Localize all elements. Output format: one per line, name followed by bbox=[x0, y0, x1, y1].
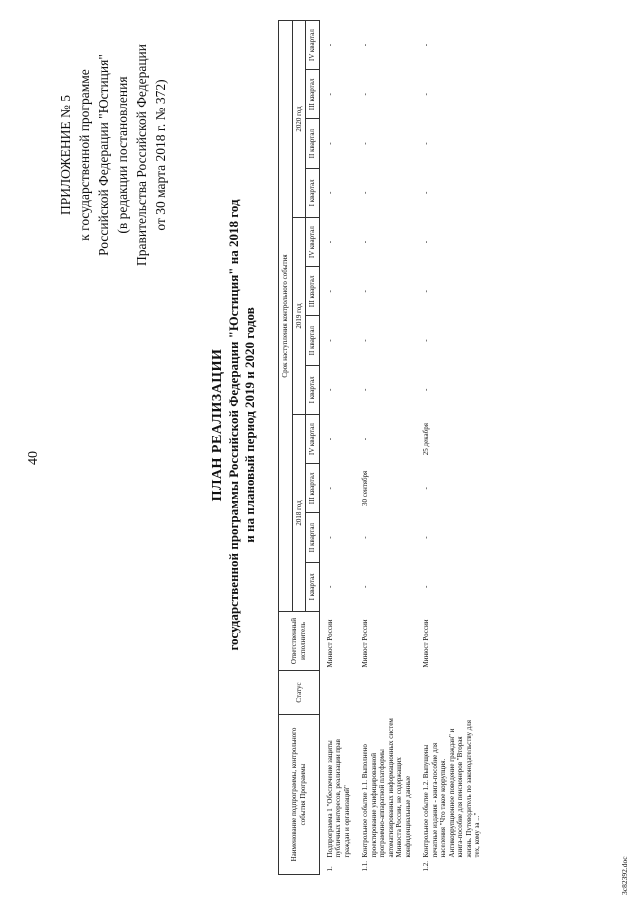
quarter-cell: - bbox=[325, 240, 334, 244]
quarter-cell: - bbox=[422, 536, 430, 539]
row-status bbox=[355, 671, 416, 715]
header-quarter: II квартал bbox=[306, 119, 320, 168]
quarter-cell: - bbox=[325, 388, 334, 392]
quarter-cell: - bbox=[422, 388, 430, 392]
quarter-cell: 25 декабря bbox=[422, 423, 430, 456]
quarter-cell: - bbox=[361, 437, 369, 441]
quarter-cell: - bbox=[422, 191, 430, 195]
header-quarter: IV квартал bbox=[306, 21, 320, 70]
quarter-cell: - bbox=[325, 290, 334, 293]
row-executor: Минюст России bbox=[422, 619, 430, 668]
quarter-cell: - bbox=[325, 487, 334, 490]
quarter-cell: - bbox=[361, 585, 369, 589]
header-name: Наименование подпрограммы, контрольного события Программы bbox=[279, 715, 320, 875]
table-row bbox=[355, 21, 416, 875]
quarter-cell: - bbox=[422, 487, 430, 490]
quarter-cell: - bbox=[422, 43, 430, 47]
row-executor: Минюст России bbox=[325, 619, 334, 668]
quarter-cell: - bbox=[325, 93, 334, 96]
quarter-cell: - bbox=[422, 290, 430, 293]
header-year-2019: 2019 год bbox=[292, 218, 306, 415]
header-quarter: III квартал bbox=[306, 267, 320, 316]
appendix-block bbox=[56, 25, 170, 285]
quarter-cell: - bbox=[361, 43, 369, 47]
quarter-cell: - bbox=[422, 142, 430, 145]
quarter-cell: - bbox=[361, 388, 369, 392]
title-line-1: ПЛАН РЕАЛИЗАЦИИ bbox=[210, 348, 225, 502]
table-row bbox=[319, 21, 355, 875]
header-year-2020: 2020 год bbox=[292, 21, 306, 218]
quarter-cell: - bbox=[361, 93, 369, 96]
header-quarter: III квартал bbox=[306, 70, 320, 119]
quarter-cell: - bbox=[361, 191, 369, 195]
row-status bbox=[319, 671, 355, 715]
plan-table bbox=[278, 20, 486, 875]
quarter-cell: - bbox=[361, 240, 369, 244]
header-quarter: I квартал bbox=[306, 562, 320, 611]
row-executor: Минюст России bbox=[361, 619, 369, 668]
title-line-3: и на плановый период 2019 и 2020 годов bbox=[242, 307, 257, 543]
document-title bbox=[210, 145, 258, 705]
quarter-cell: - bbox=[422, 240, 430, 244]
header-quarter: IV квартал bbox=[306, 415, 320, 464]
quarter-cell: - bbox=[361, 290, 369, 293]
appendix-line: к государственной программе bbox=[77, 69, 92, 241]
header-quarter: II квартал bbox=[306, 316, 320, 365]
quarter-cell: - bbox=[325, 585, 334, 589]
header-deadline: Срок наступления контрольного события bbox=[279, 21, 293, 612]
row-status bbox=[416, 671, 486, 715]
appendix-line: от 30 марта 2018 г. № 372) bbox=[153, 79, 168, 231]
title-line-2: государственной программы Российской Федерации "Юстиция" на 2018 год bbox=[226, 199, 241, 651]
header-status: Статус bbox=[279, 671, 320, 715]
quarter-cell: - bbox=[325, 437, 334, 441]
page-number: 40 bbox=[26, 451, 41, 465]
row-number: 1.1. bbox=[361, 861, 369, 872]
table-row bbox=[416, 21, 486, 875]
appendix-line: ПРИЛОЖЕНИЕ № 5 bbox=[58, 94, 73, 216]
quarter-cell: - bbox=[325, 43, 334, 47]
row-name: Подпрограмма 1 "Обеспечение защиты публичных интересов, реализации прав граждан и организаций" bbox=[325, 739, 351, 858]
quarter-cell: 30 сентября bbox=[361, 470, 369, 507]
quarter-cell: - bbox=[325, 191, 334, 195]
quarter-cell: - bbox=[325, 142, 334, 145]
quarter-cell: - bbox=[422, 339, 430, 342]
row-number: 1. bbox=[325, 866, 334, 872]
quarter-cell: - bbox=[422, 585, 430, 589]
header-quarter: IV квартал bbox=[306, 218, 320, 267]
header-quarter: I квартал bbox=[306, 168, 320, 217]
header-quarter: III квартал bbox=[306, 464, 320, 513]
row-name: Контрольное событие 1.2. Выпущены печатные издания - книга-пособие для населения "Что такое коррупция. Антикоррупционное поведение граждан" и книга-пособие для пенсионеров "Вторая жизнь. Путеводитель по законодательству для тех, кому за ..." bbox=[422, 719, 481, 858]
quarter-cell: - bbox=[361, 339, 369, 342]
header-year-2018: 2018 год bbox=[292, 415, 306, 612]
quarter-cell: - bbox=[325, 339, 334, 342]
header-quarter: II квартал bbox=[306, 513, 320, 562]
appendix-line: Правительства Российской Федерации bbox=[134, 44, 149, 266]
appendix-line: Российской Федерации "Юстиция" bbox=[96, 54, 111, 256]
quarter-cell: - bbox=[361, 536, 369, 539]
appendix-line: (в редакции постановления bbox=[115, 76, 130, 234]
header-quarter: I квартал bbox=[306, 365, 320, 414]
row-number: 1.2. bbox=[422, 861, 430, 872]
row-name: Контрольное событие 1.1. Выполнено проектирование унифицированной программно-аппаратной платформы автоматизированных информационных систем Минюста России, не содержащих конфиденциальные данные bbox=[361, 718, 412, 858]
quarter-cell: - bbox=[422, 93, 430, 96]
header-executor: Ответственный исполнитель bbox=[279, 612, 320, 671]
quarter-cell: - bbox=[361, 142, 369, 145]
quarter-cell: - bbox=[325, 536, 334, 539]
document-id: 3c82392.doc bbox=[620, 856, 629, 895]
